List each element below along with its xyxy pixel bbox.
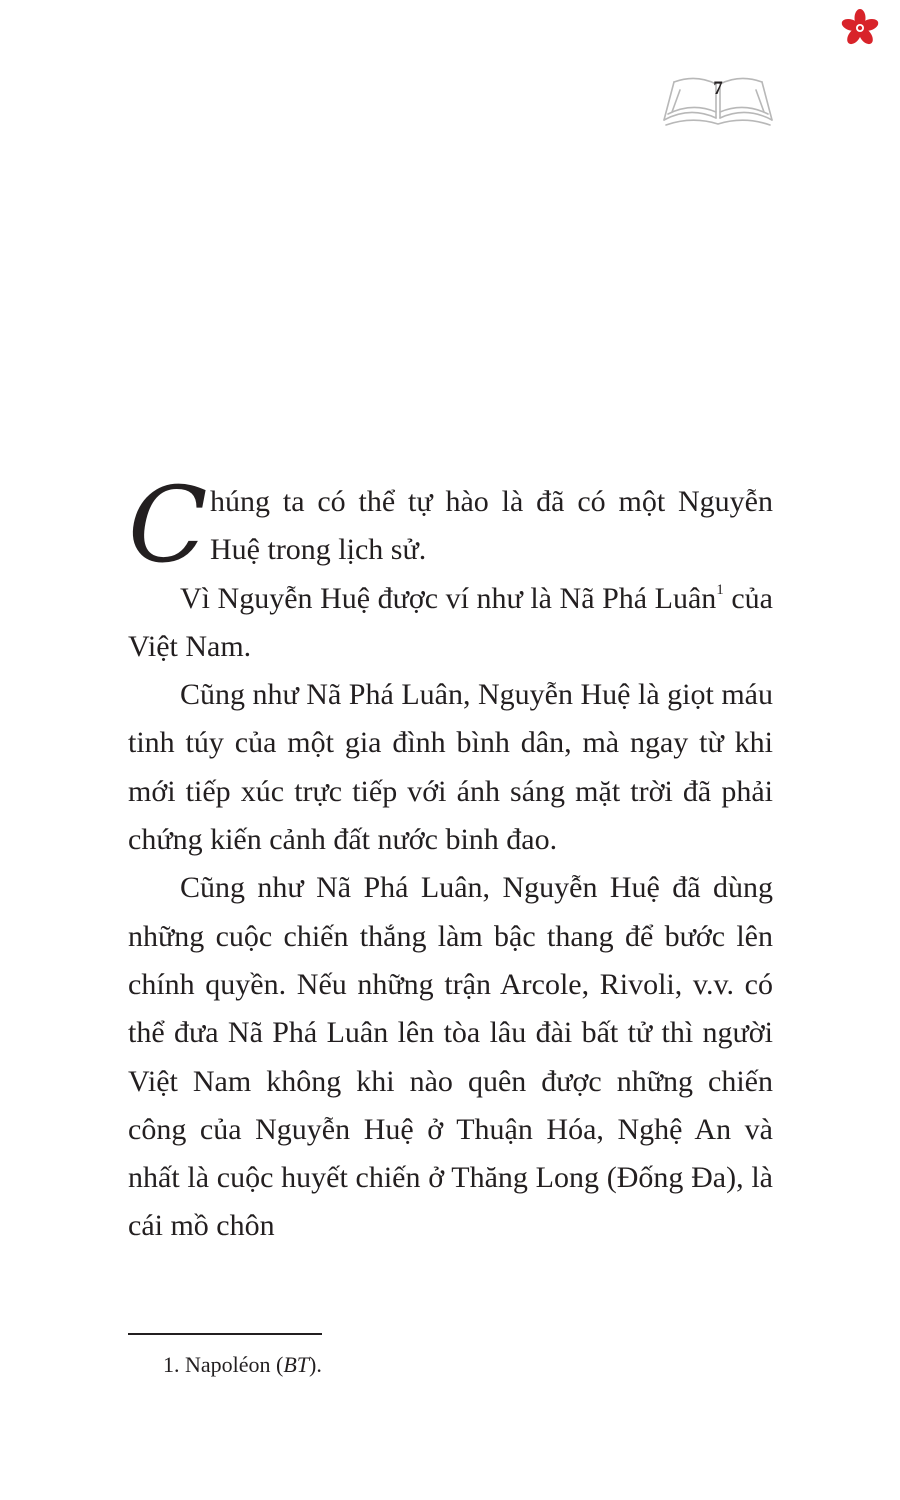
paragraph-2-text: Vì Nguyễn Huệ được ví như là Nã Phá Luân (180, 581, 717, 615)
footnote-number: 1. (163, 1352, 180, 1377)
footnote-italic: BT (283, 1352, 310, 1377)
paragraph-4: Cũng như Nã Phá Luân, Nguyễn Huệ đã dùng những cuộc chiến thắng làm bậc thang để bước lên chính quyền. Nếu những trận Arcole, Rivoli, v.v. có thể đưa Nã Phá Luân lên tòa lâu đài bất tử thì người Việt Nam không khi nào quên được những chiến công của Nguyễn Huệ ở Thuận Hóa, Nghệ An và nhất là cuộc huyết chiến ở Thăng Long (Đống Đa), là cái mồ chôn (128, 871, 773, 1243)
page-number: 7 (713, 78, 723, 99)
footnote (163, 1350, 322, 1380)
footnote-reference[interactable]: 1 (716, 581, 724, 598)
paragraph-2 (128, 575, 773, 672)
paragraph-2-text-end: của Việt Nam. (128, 581, 773, 663)
paragraph-1 (128, 464, 773, 586)
paragraph-3: Cũng như Nã Phá Luân, Nguyễn Huệ là giọt máu tinh túy của một gia đình bình dân, mà ngay từ khi mới tiếp xúc trực tiếp với ánh sáng mặt trời đã phải chứng kiến cảnh đất nước binh đao. (128, 678, 773, 857)
body-text (128, 464, 773, 1251)
footnote-suffix: ). (309, 1352, 322, 1377)
publisher-logo-icon (840, 8, 880, 48)
paragraph-1-text: húng ta có thể tự hào là đã có một Nguyễn Huệ trong lịch sử. (210, 485, 773, 567)
footnote-text: Napoléon ( (185, 1352, 284, 1377)
drop-cap: C (128, 464, 208, 586)
footnote-divider (128, 1333, 322, 1335)
